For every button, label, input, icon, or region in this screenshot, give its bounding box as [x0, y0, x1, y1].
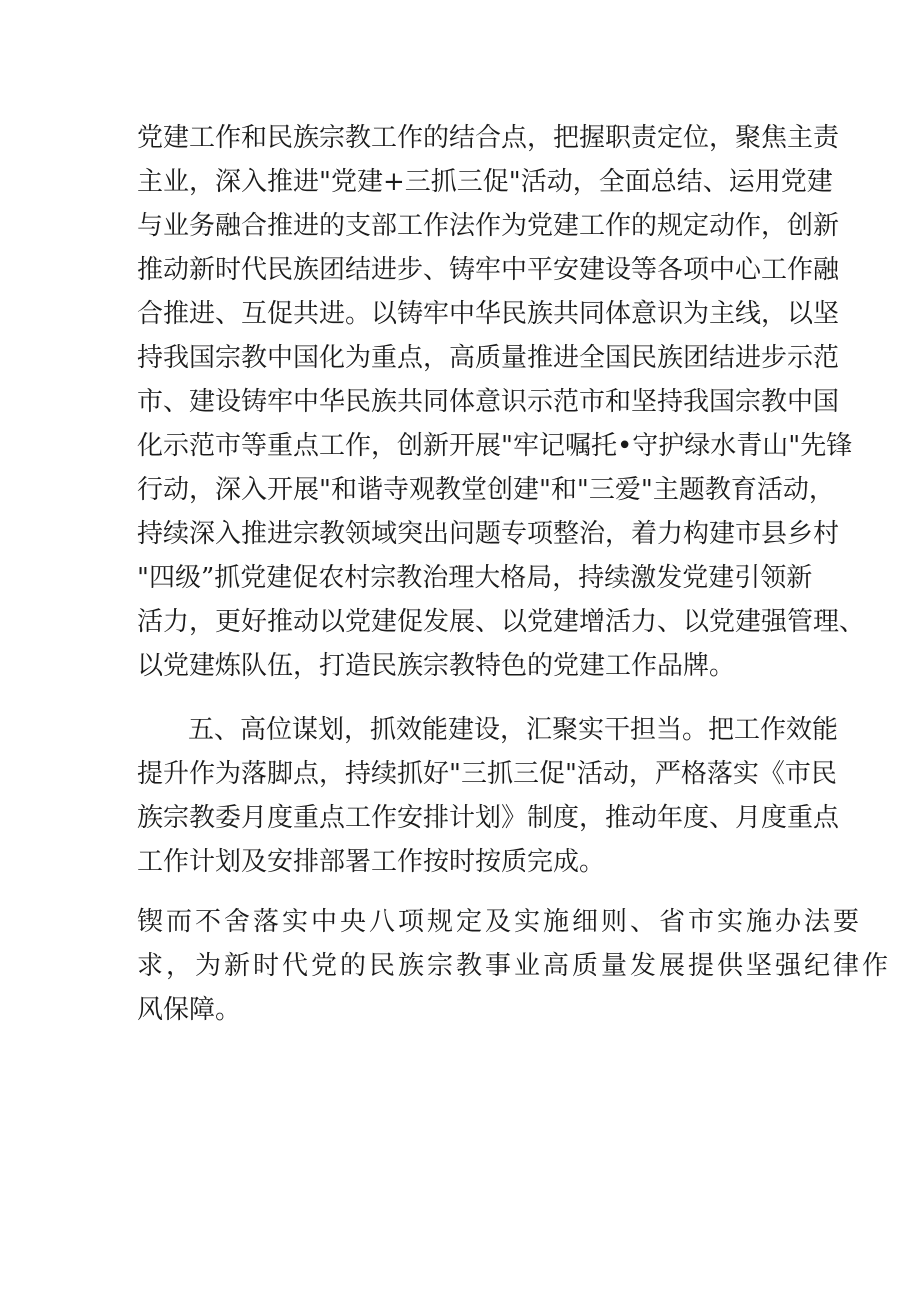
text-line: 市、建设铸牢中华民族共同体意识示范市和坚持我国宗教中国 [137, 387, 840, 417]
text-line: 党建工作和民族宗教工作的结合点，把握职责定位，聚焦主责 [137, 123, 840, 153]
text-line: 锲而不舍落实中央八项规定及实施细则、省市实施办法要 [137, 907, 863, 937]
text-line: 工作计划及安排部署工作按时按质完成。 [137, 847, 606, 877]
text-line: 族宗教委月度重点工作安排计划》制度，推动年度、月度重点 [137, 803, 840, 833]
text-line: 主业，深入推进"党建+三抓三促"活动，全面总结、运用党建 [137, 167, 833, 197]
text-line: 推动新时代民族团结进步、铸牢中平安建设等各项中心工作融 [137, 255, 840, 285]
text-line: 行动，深入开展"和谐寺观教堂创建"和"三爱"主题教育活动， [137, 475, 835, 505]
text-line: 化示范市等重点工作，创新开展"牢记嘱托•守护绿水青山"先锋 [137, 431, 853, 461]
text-line: 以党建炼队伍，打造民族宗教特色的党建工作品牌。 [137, 651, 736, 681]
text-line: 求，为新时代党的民族宗教事业高质量发展提供坚强纪律作 [137, 951, 892, 981]
text-line: 活力，更好推动以党建促发展、以党建增活力、以党建强管理、 [137, 607, 866, 637]
text-line: 持我国宗教中国化为重点，高质量推进全国民族团结进步示范 [137, 343, 840, 373]
text-line: 风保障。 [137, 995, 242, 1025]
section-heading-line: 五、高位谋划，抓效能建设，汇聚实干担当。把工作效能 [188, 715, 839, 745]
text-line: 持续深入推进宗教领域突出问题专项整治，着力构建市县乡村 [137, 519, 840, 549]
text-line: "四级”抓党建促农村宗教治理大格局，持续激发党建引领新 [137, 563, 813, 593]
text-line: 与业务融合推进的支部工作法作为党建工作的规定动作，创新 [137, 211, 840, 241]
text-line: 提升作为落脚点，持续抓好"三抓三促"活动，严格落实《市民 [137, 759, 837, 789]
text-line: 合推进、互促共进。以铸牢中华民族共同体意识为主线，以坚 [137, 299, 840, 329]
